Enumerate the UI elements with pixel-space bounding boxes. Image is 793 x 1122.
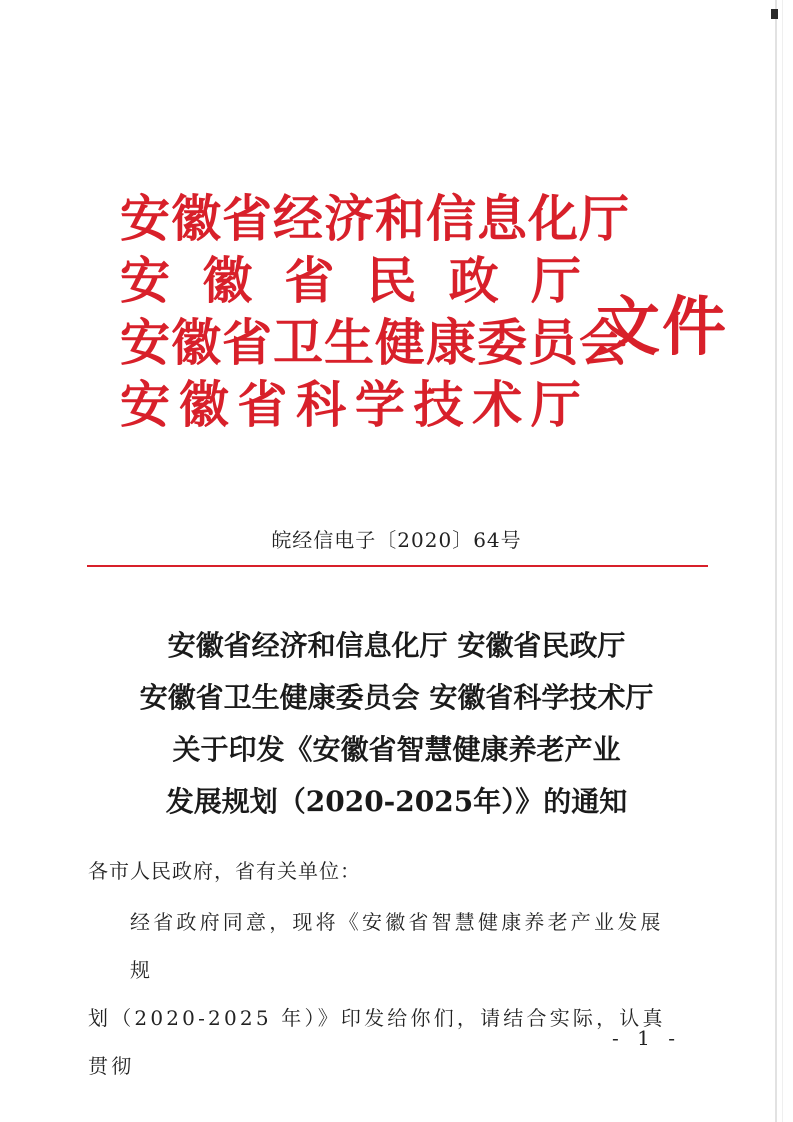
- red-divider: [87, 565, 708, 567]
- scan-edge-line: [782, 0, 783, 1122]
- notice-title: [0, 620, 793, 828]
- issuer-4-char: 学: [354, 375, 406, 434]
- body-line: 划（2020-2025 年）》印发给你们，请结合实际，认真贯彻: [88, 1006, 666, 1078]
- title-line: 安徽省经济和信息化厅 安徽省民政厅: [167, 629, 626, 662]
- issuer-4-char: 术: [472, 375, 524, 434]
- issuer-4-char: 安: [120, 375, 171, 434]
- issuer-4-char: 技: [413, 375, 465, 434]
- issuer-2-char: 政: [448, 251, 500, 310]
- issuer-4-char: 厅: [530, 375, 582, 434]
- issuer-4: [120, 374, 582, 436]
- document-number: 皖经信电子〔2020〕64号: [271, 528, 522, 552]
- scan-edge-shadow: [775, 0, 777, 1122]
- issuer-4-char: 科: [296, 375, 348, 434]
- page-number: - 1 -: [612, 1026, 681, 1050]
- issuer-2-char: 厅: [530, 251, 582, 310]
- issuer-block: [120, 188, 630, 436]
- issuer-4-char: 省: [237, 375, 289, 434]
- title-line: 安徽省卫生健康委员会 安徽省科学技术厅: [139, 681, 654, 714]
- issuer-2-char: 民: [366, 251, 418, 310]
- title-line: 发展规划（2020-2025年）》的通知: [165, 785, 628, 818]
- issuer-1: 安徽省经济和信息化厅: [120, 189, 630, 248]
- salutation: 各市人民政府，省有关单位：: [88, 859, 361, 883]
- issuer-2-char: 安: [120, 251, 171, 310]
- issuer-2-char: 省: [284, 251, 336, 310]
- issuer-4-char: 徽: [178, 375, 230, 434]
- issuer-2-char: 徽: [202, 251, 254, 310]
- body-paragraph: [88, 898, 668, 1090]
- document-suffix: 文件: [596, 290, 728, 365]
- issuer-2: [120, 250, 582, 312]
- title-line: 关于印发《安徽省智慧健康养老产业: [172, 733, 621, 766]
- body-line: 经省政府同意，现将《安徽省智慧健康养老产业发展规: [130, 910, 664, 982]
- scan-corner-mark: [771, 9, 778, 19]
- issuer-3: 安徽省卫生健康委员会: [120, 313, 630, 372]
